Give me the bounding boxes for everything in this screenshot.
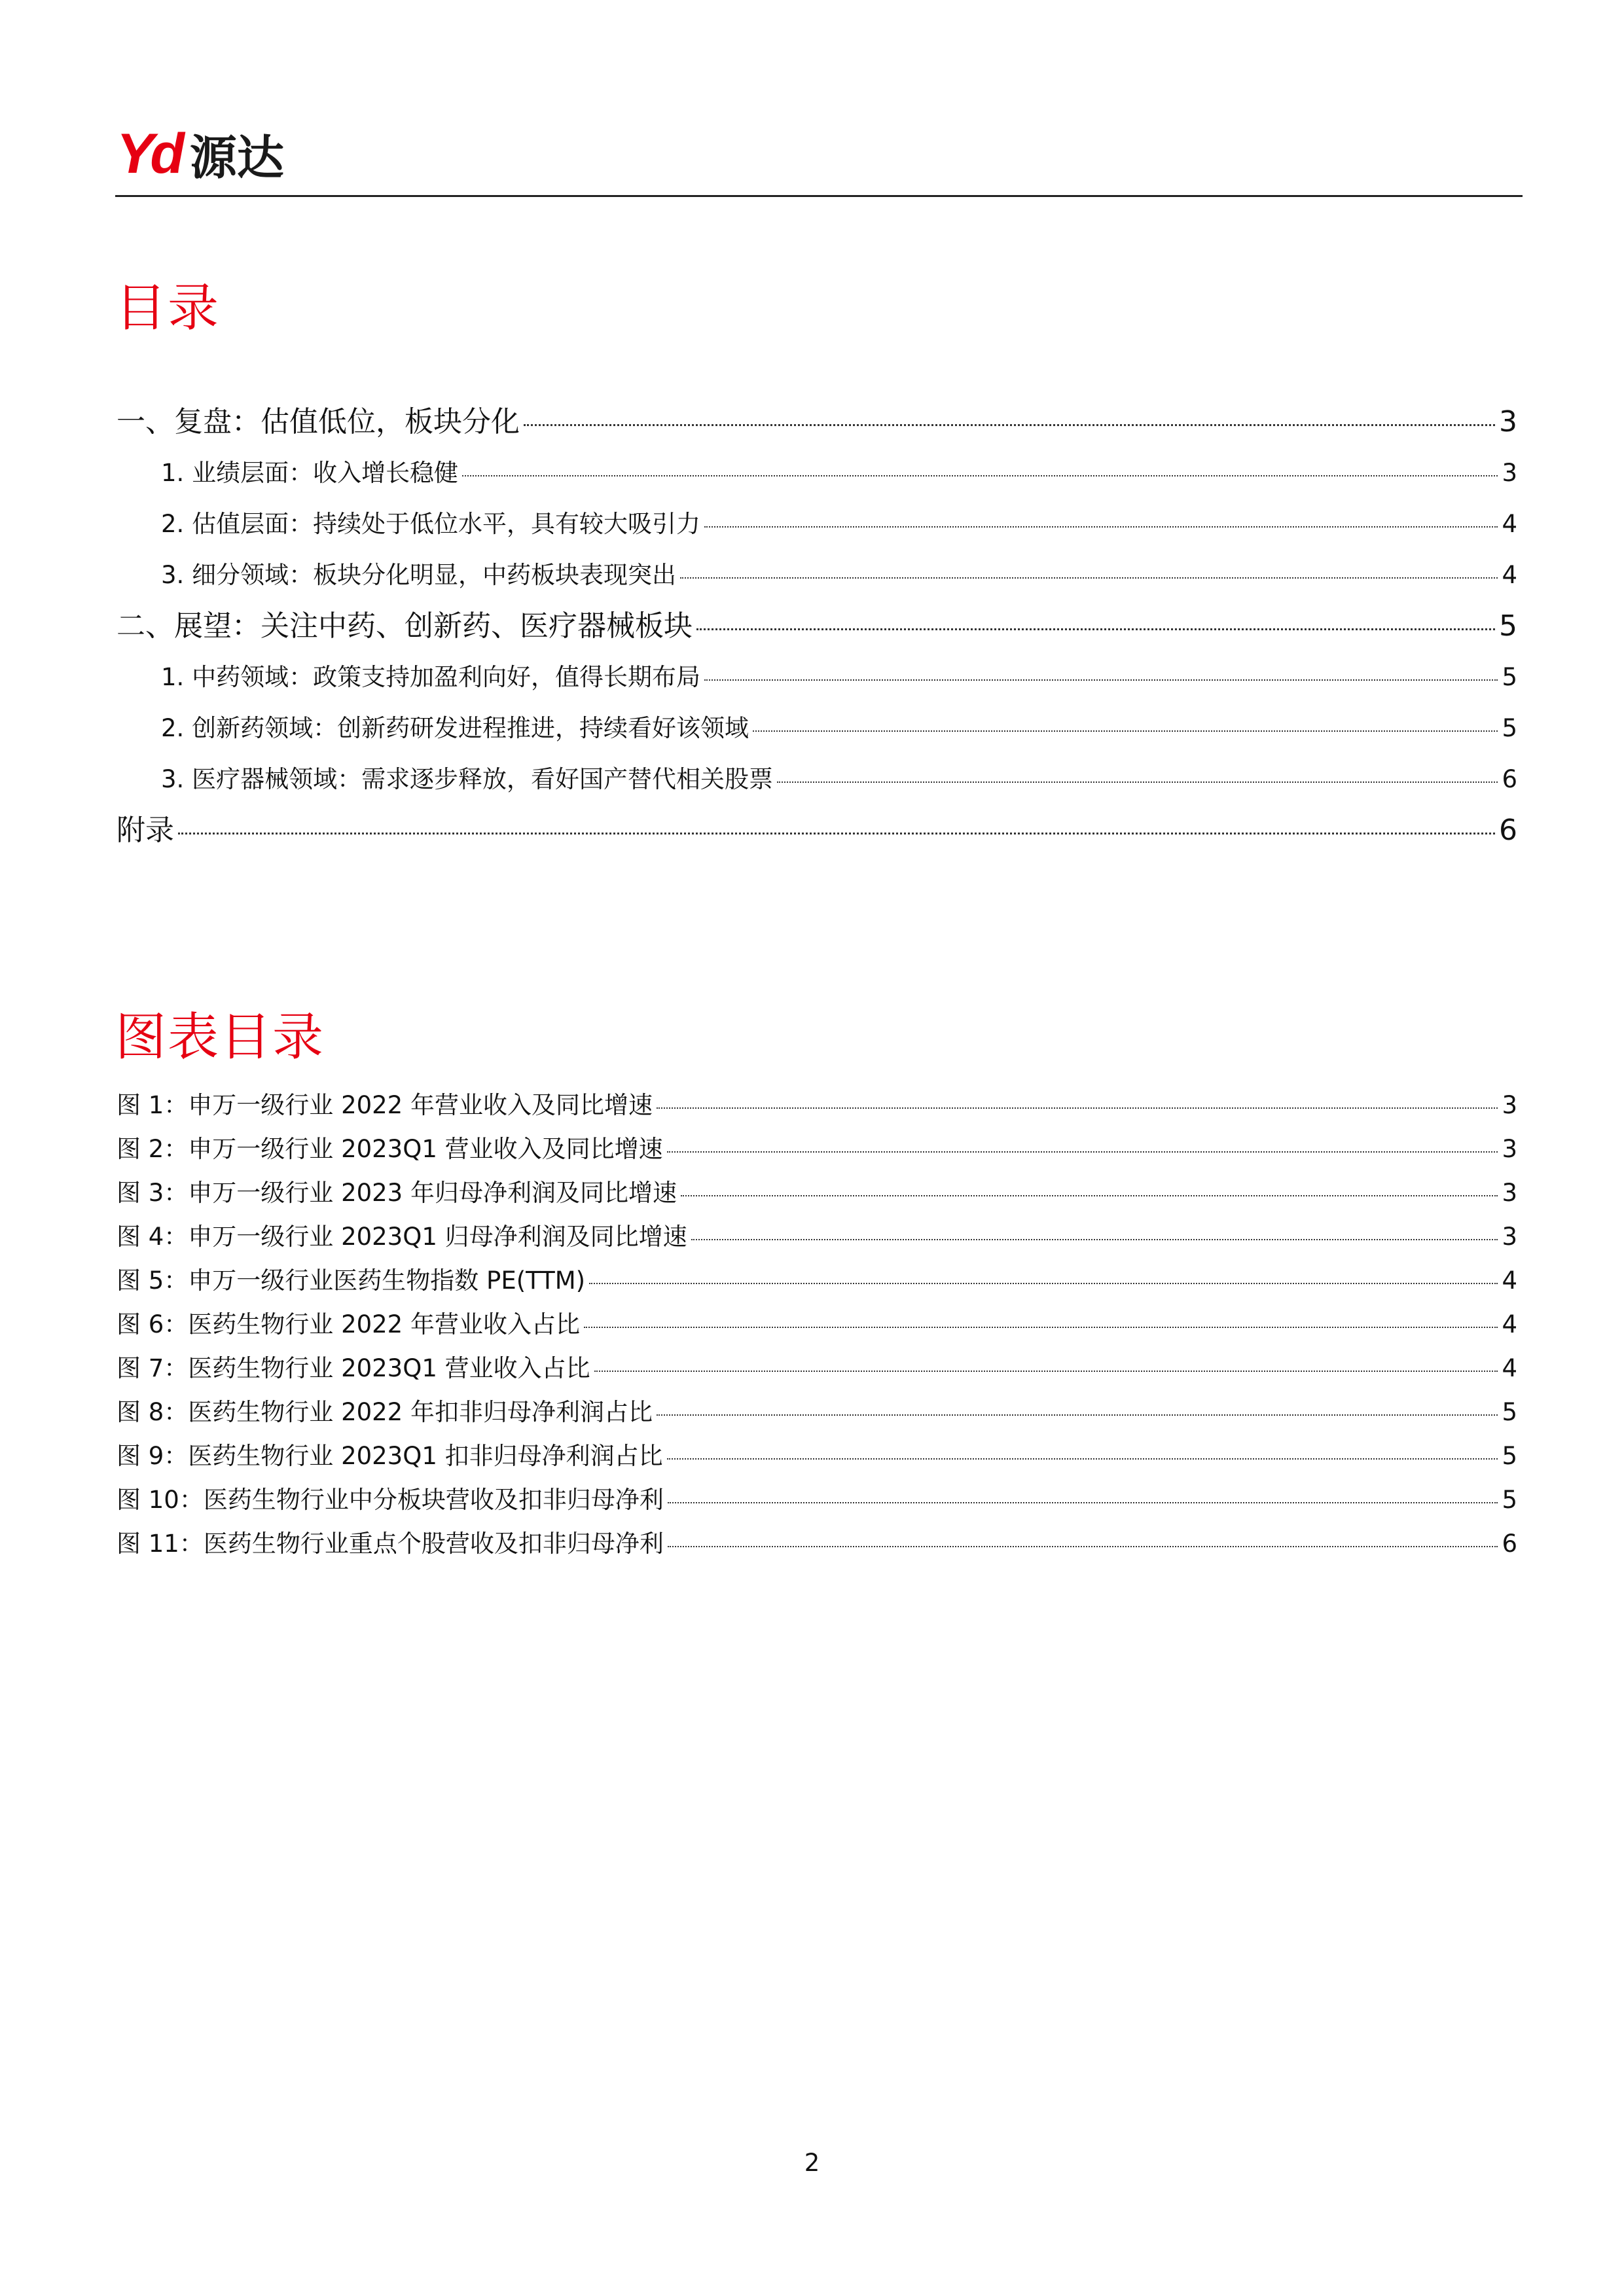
figure-leader: [657, 1414, 1498, 1416]
figure-entry-label: 图 10：医药生物行业中分板块营收及扣非归母净利: [117, 1486, 664, 1514]
toc-entry[interactable]: [117, 453, 1517, 488]
toc-leader: [680, 577, 1498, 579]
figure-entry-page: 3: [1502, 1135, 1517, 1163]
figure-leader: [667, 1151, 1498, 1153]
figure-entry-page: 4: [1502, 1354, 1517, 1382]
header-logo: [117, 124, 284, 183]
figure-entry-label: 图 7：医药生物行业 2023Q1 营业收入占比: [117, 1354, 590, 1382]
toc-leader: [462, 475, 1498, 476]
toc-entry[interactable]: [117, 602, 1517, 644]
figure-entry-label: 图 4：申万一级行业 2023Q1 归母净利润及同比增速: [117, 1223, 687, 1251]
toc-leader: [704, 526, 1498, 528]
figure-entry-label: 图 6：医药生物行业 2022 年营业收入占比: [117, 1310, 580, 1338]
figure-entry-label: 图 3：申万一级行业 2023 年归母净利润及同比增速: [117, 1179, 677, 1207]
toc-entry-label: 一、复盘：估值低位，板块分化: [117, 405, 520, 439]
figure-entry-page: 5: [1502, 1398, 1517, 1426]
figure-entry[interactable]: [117, 1217, 1517, 1252]
page-number: 2: [804, 2149, 820, 2177]
toc-leader: [178, 833, 1495, 834]
toc-entry[interactable]: [117, 759, 1517, 795]
toc-entry[interactable]: [117, 708, 1517, 744]
toc-entry-page: 5: [1499, 609, 1517, 643]
figure-entry[interactable]: [117, 1085, 1517, 1121]
figure-list-title: 图表目录: [115, 1008, 325, 1067]
figure-entry-page: 3: [1502, 1179, 1517, 1207]
figure-entry[interactable]: [117, 1173, 1517, 1208]
figure-entry-page: 3: [1502, 1091, 1517, 1119]
toc-leader: [524, 424, 1495, 426]
toc-entry-label: 3. 医疗器械领域：需求逐步释放，看好国产替代相关股票: [161, 765, 774, 793]
figure-entry-label: 图 2：申万一级行业 2023Q1 营业收入及同比增速: [117, 1135, 663, 1163]
toc-entry-page: 4: [1502, 510, 1517, 538]
figure-leader: [594, 1371, 1498, 1372]
toc-entry-page: 4: [1502, 561, 1517, 589]
figure-leader: [589, 1283, 1498, 1284]
logo-mark: Yd: [117, 122, 181, 185]
toc-leader: [704, 679, 1498, 681]
toc-entry-label: 1. 中药领域：政策支持加盈利向好，值得长期布局: [161, 663, 701, 691]
toc-entry[interactable]: [117, 806, 1517, 848]
toc-leader: [777, 781, 1498, 783]
header-divider: [115, 195, 1523, 197]
figure-entry-page: 4: [1502, 1310, 1517, 1338]
figure-entry-label: 图 5：申万一级行业医药生物指数 PE(TTM): [117, 1266, 586, 1295]
figure-leader: [668, 1502, 1498, 1503]
figure-entry-label: 图 11：医药生物行业重点个股营收及扣非归母净利: [117, 1530, 664, 1558]
toc-leader: [753, 730, 1498, 732]
toc-entry-label: 二、展望：关注中药、创新药、医疗器械板块: [117, 609, 693, 643]
toc-entry-label: 2. 估值层面：持续处于低位水平，具有较大吸引力: [161, 510, 701, 538]
figure-entry[interactable]: [117, 1480, 1517, 1515]
figure-entry-page: 5: [1502, 1486, 1517, 1514]
figure-entry-page: 3: [1502, 1223, 1517, 1251]
figure-entry[interactable]: [117, 1524, 1517, 1559]
figure-leader: [667, 1458, 1498, 1460]
toc-entry-page: 6: [1502, 765, 1517, 793]
toc-entry-page: 5: [1502, 714, 1517, 742]
toc-entry-page: 6: [1499, 814, 1517, 847]
figure-entry-label: 图 1：申万一级行业 2022 年营业收入及同比增速: [117, 1091, 653, 1119]
toc-entry[interactable]: [117, 555, 1517, 590]
figure-entry-page: 6: [1502, 1530, 1517, 1558]
toc-entry-page: 3: [1502, 459, 1517, 487]
toc-entry[interactable]: [117, 398, 1517, 440]
figure-entry-label: 图 8：医药生物行业 2022 年扣非归母净利润占比: [117, 1398, 653, 1426]
toc-entry-label: 2. 创新药领域：创新药研发进程推进，持续看好该领域: [161, 714, 749, 742]
figure-entry[interactable]: [117, 1392, 1517, 1427]
figure-entry[interactable]: [117, 1304, 1517, 1340]
logo-name: 源达: [189, 130, 284, 185]
figure-entry[interactable]: [117, 1261, 1517, 1296]
figure-leader: [657, 1107, 1498, 1109]
figure-leader: [691, 1239, 1498, 1240]
toc-entry-page: 5: [1502, 663, 1517, 691]
toc-entry-label: 附录: [117, 814, 174, 847]
toc-leader: [696, 628, 1495, 630]
figure-entry[interactable]: [117, 1348, 1517, 1384]
toc-entry-page: 3: [1499, 405, 1517, 439]
figure-entry[interactable]: [117, 1436, 1517, 1471]
figure-entry-page: 5: [1502, 1442, 1517, 1470]
toc-entry-label: 1. 业绩层面：收入增长稳健: [161, 459, 459, 487]
toc-entry[interactable]: [117, 657, 1517, 692]
figure-entry[interactable]: [117, 1129, 1517, 1164]
figure-leader: [668, 1546, 1498, 1547]
figure-entry-page: 4: [1502, 1266, 1517, 1295]
figure-leader: [584, 1327, 1498, 1328]
toc-title: 目录: [115, 279, 221, 338]
toc-entry-label: 3. 细分领域：板块分化明显，中药板块表现突出: [161, 561, 677, 589]
toc-entry[interactable]: [117, 504, 1517, 539]
figure-entry-label: 图 9：医药生物行业 2023Q1 扣非归母净利润占比: [117, 1442, 663, 1470]
figure-leader: [681, 1195, 1498, 1196]
